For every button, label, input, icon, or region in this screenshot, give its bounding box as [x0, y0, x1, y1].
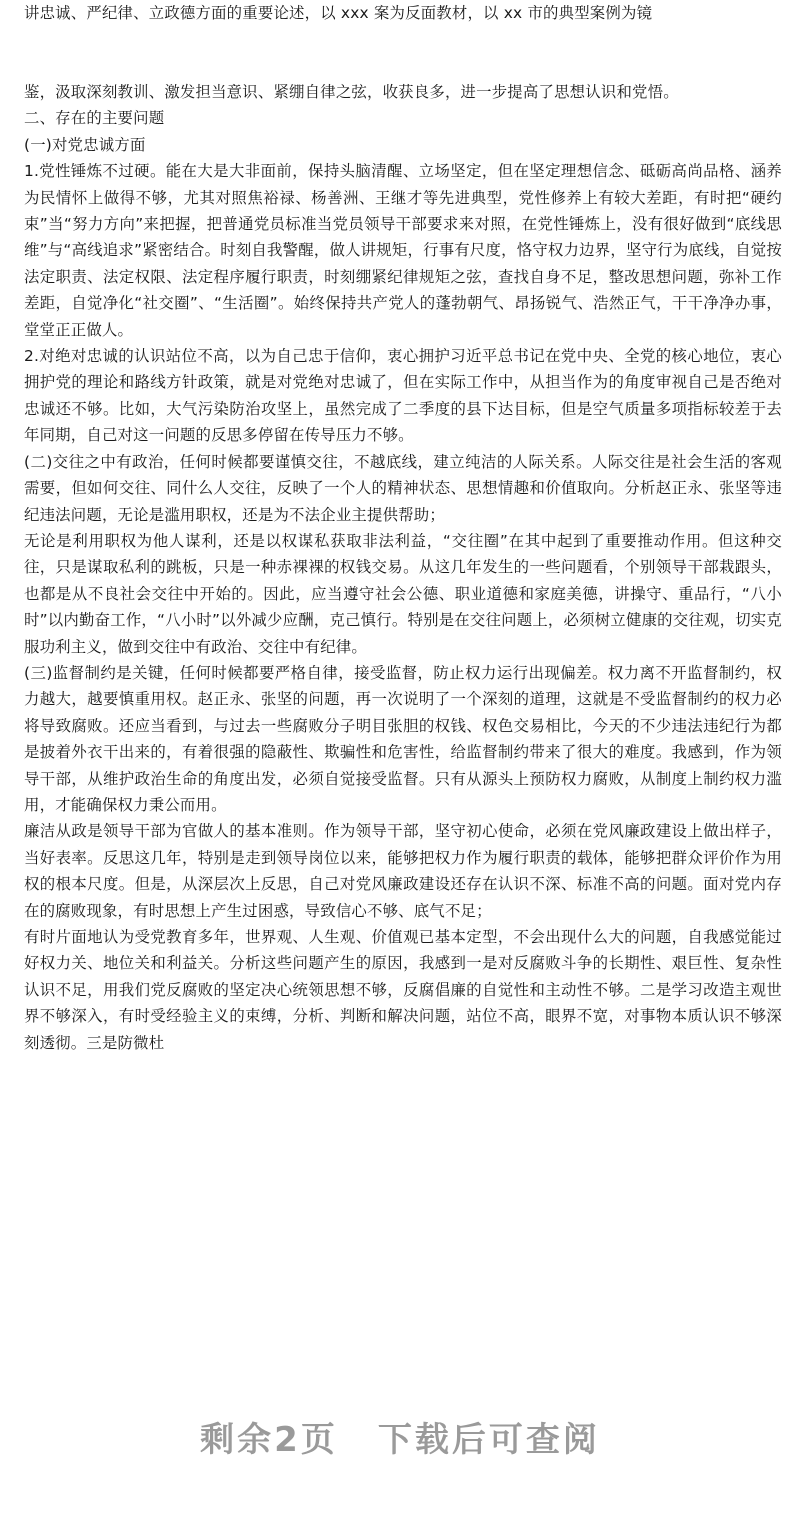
paragraph-intro-continued: 鉴，汲取深刻教训、激发担当意识、紧绷自律之弦，收获良多，进一步提高了思想认识和党悟。: [24, 83, 679, 101]
page-gap: [24, 26, 782, 79]
paragraph-point-2: 2.对绝对忠诚的认识站位不高，以为自己忠于信仰，衷心拥护习近平总书记在党中央、全党的核心地位，衷心拥护党的理论和路线方针政策，就是对党绝对忠诚了，但在实际工作中，从担当作为的角度审视自己是否绝对忠诚还不够。比如，大气污染防治攻坚上，虽然完成了二季度的县下达目标，但是空气质量多项指标较差于去年同期，自己对这一问题的反思多停留在传导压力不够。: [24, 347, 782, 445]
paragraph-section-3: (三)监督制约是关键，任何时候都要严格自律，接受监督，防止权力运行出现偏差。权力离不开监督制约，权力越大，越要慎重用权。赵正永、张坚的问题，再一次说明了一个深刻的道理，这就是不受监督制约的权力必将导致腐败。还应当看到，与过去一些腐败分子明目张胆的权钱、权色交易相比，今天的不少违法违纪行为都是披着外衣干出来的，有着很强的隐蔽性、欺骗性和危害性，给监督制约带来了很大的难度。我感到，作为领导干部，从维护政治生命的角度出发，必须自觉接受监督。只有从源头上预防权力腐败，从制度上制约权力滥用，才能确保权力秉公而用。: [24, 663, 782, 814]
subsection-heading: (一)对党忠诚方面: [24, 135, 146, 154]
section-heading: 二、存在的主要问题: [24, 109, 165, 128]
paragraph-integrity: 廉洁从政是领导干部为官做人的基本准则。作为领导干部，坚守初心使命，必须在党风廉政建设上做出样子，当好表率。反思这几年，特别是走到领导岗位以来，能够把权力作为履行职责的载体，能够把群众评价作为用权的根本尺度。但是，从深层次上反思，自己对党风廉政建设还存在认识不深、标准不高的问题。面对党内存在的腐败现象，有时思想上产生过困惑，导致信心不够、底气不足；: [24, 822, 782, 920]
paragraph-intro-line: 讲忠诚、严纪律、立政德方面的重要论述，以 xxx 案为反面教材，以 xx 市的典型案例为镜: [24, 4, 653, 22]
download-prompt[interactable]: [0, 1416, 800, 1464]
paragraph-section-2: (二)交往之中有政治，任何时候都要谨慎交往，不越底线，建立纯洁的人际关系。人际交往是社会生活的客观需要，但如何交往、同什么人交往，反映了一个人的精神状态、思想情趣和价值取向。分析赵正永、张坚等违纪违法问题，无论是滥用职权，还是为不法企业主提供帮助；: [24, 452, 782, 524]
paragraph-point-1: 1.党性锤炼不过硬。能在大是大非面前，保持头脑清醒、立场坚定，但在坚定理想信念、砥砺高尚品格、涵养为民情怀上做得不够，尤其对照焦裕禄、杨善洲、王继才等先进典型，党性修养上有较大差距，有时把“硬约束”当“努力方向”来把握，把普通党员标准当党员领导干部要求来对照，在党性锤炼上，没有很好做到“底线思维”与“高线追求”紧密结合。时刻自我警醒，做人讲规矩，行事有尺度，恪守权力边界，坚守行为底线，自觉按法定职责、法定权限、法定程序履行职责，时刻绷紧纪律规矩之弦，查找自身不足，整改思想问题，弥补工作差距，自觉净化“社交圈”、“生活圈”。始终保持共产党人的蓬勃朝气、昂扬锐气、浩然正气，干干净净办事，堂堂正正做人。: [24, 162, 782, 339]
paragraph-reflection: 有时片面地认为受党教育多年，世界观、人生观、价值观已基本定型，不会出现什么大的问题，自我感觉能过好权力关、地位关和利益关。分析这些问题产生的原因，我感到一是对反腐败斗争的长期性、艰巨性、复杂性认识不足，用我们党反腐败的坚定决心统领思想不够，反腐倡廉的自觉性和主动性不够。二是学习改造主观世界不够深入，有时受经验主义的束缚，分析、判断和解决问题，站位不高，眼界不宽，对事物本质认识不够深刻透彻。三是防微杜: [24, 928, 782, 1052]
remaining-pages-label: 剩余2页: [200, 1420, 338, 1460]
download-to-view-label: 下载后可查阅: [377, 1420, 600, 1460]
paragraph-section-2-continued: 无论是利用职权为他人谋利，还是以权谋私获取非法利益，“交往圈”在其中起到了重要推动作用。但这种交往，只是谋取私利的跳板，只是一种赤裸裸的权钱交易。从这几年发生的一些问题看，个别领导干部栽跟头，也都是从不良社会交往中开始的。因此，应当遵守社会公德、职业道德和家庭美德，讲操守、重品行，“八小时”以内勤奋工作，“八小时”以外减少应酬，克己慎行。特别是在交往问题上，必须树立健康的交往观，切实克服功利主义，做到交往中有政治、交往中有纪律。: [24, 531, 782, 656]
